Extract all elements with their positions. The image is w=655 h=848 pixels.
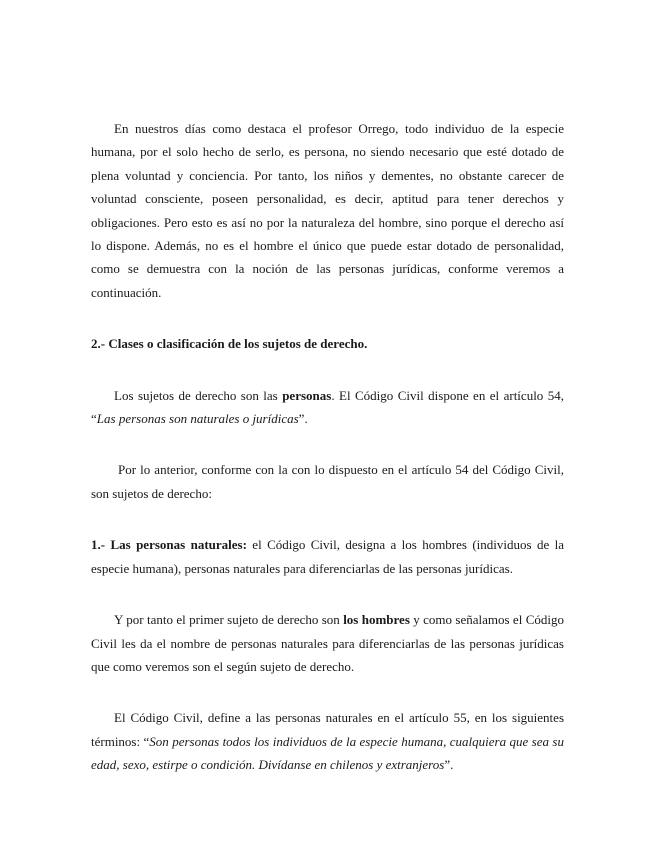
paragraph-article-54 [91,458,564,505]
paragraph-subjects-bold: personas [282,387,332,403]
spacer [91,580,564,608]
paragraph-article-55-quote: Son personas todos los individuos de la especie humana, cualquiera que sea su edad, sexo, estirpe o condición. Divídanse en chilenos y extranjeros [91,733,564,773]
paragraph-first-subject-bold: los hombres [343,612,410,628]
paragraph-subjects [91,384,564,431]
spacer [91,505,564,533]
paragraph-first-subject-text-b: y como señalamos el Código Civil les da el nombre de personas naturales para diferenciarlas de las personas jurídicas que como veremos son el según sujeto de derecho. [91,612,564,674]
paragraph-subjects-text-a: Los sujetos de derecho son las [114,387,283,403]
document-body [91,117,564,777]
spacer [91,430,564,458]
paragraph-personality [91,117,564,304]
paragraph-natural-persons-label: 1.- Las personas naturales: [91,537,247,553]
paragraph-personality-text: En nuestros días como destaca el profesor Orrego, todo individuo de la especie humana, por el solo hecho de serlo, es persona, no siendo necesario que esté dotado de plena voluntad y conciencia. Por tanto, los niños y dementes, no obstante carecer de voluntad consciente, poseen personalidad, es decir, aptitud para tener derechos y obligaciones. Pero esto es así no por la naturaleza del hombre, sino porque el derecho así lo dispone. Además, no es el hombre el único que puede estar dotado de personalidad, como se demuestra con la noción de las personas jurídicas, conforme veremos a continuación. [91,121,564,300]
paragraph-subjects-quote: Las personas son naturales o jurídicas [96,411,299,427]
paragraph-article-55-text-b: ”. [444,757,454,773]
spacer [91,678,564,706]
paragraph-first-subject [91,608,564,678]
paragraph-natural-persons-text: el Código Civil, designa a los hombres (individuos de la especie humana), personas naturales para diferenciarlas de las personas jurídicas. [91,537,564,576]
paragraph-subjects-text-b: . El Código Civil dispone en el artículo 54, “ [91,387,564,427]
paragraph-subjects-text-c: ”. [298,411,308,427]
spacer [91,356,564,384]
paragraph-article-54-text: Por lo anterior, conforme con la con lo dispuesto en el artículo 54 del Código Civil, son sujetos de derecho: [91,462,564,501]
section-heading [91,332,564,355]
spacer [91,304,564,332]
paragraph-article-55 [91,706,564,776]
paragraph-article-55-text-a: El Código Civil, define a las personas naturales en el artículo 55, en los siguientes términos: “ [91,710,564,749]
paragraph-natural-persons [91,533,564,580]
section-heading-text: 2.- Clases o clasificación de los sujetos de derecho. [91,336,368,352]
paragraph-first-subject-text-a: Y por tanto el primer sujeto de derecho son [114,612,344,628]
